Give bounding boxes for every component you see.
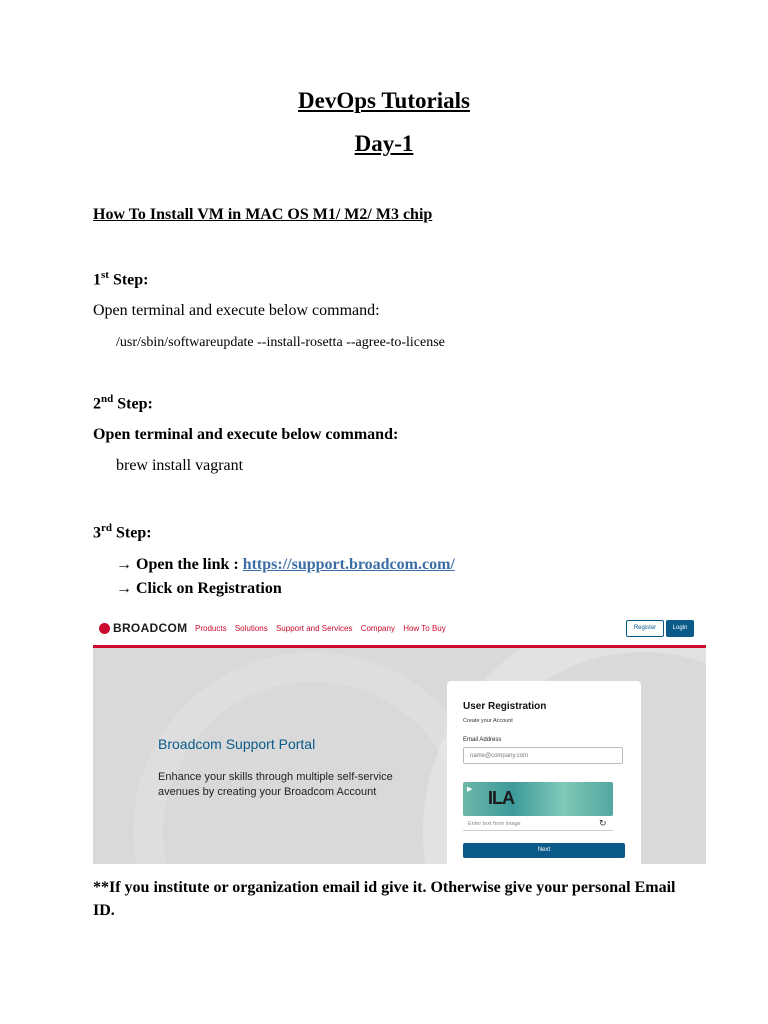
nav-item-solutions: Solutions [234, 624, 268, 633]
step3-number: 3 [93, 524, 101, 542]
step3-heading [93, 522, 152, 542]
step3-label: Step: [112, 524, 152, 542]
step2-label: Step: [113, 395, 153, 413]
captcha-text: ILA [488, 788, 514, 808]
click-registration-label: Click on Registration [136, 580, 282, 597]
step3-bullet-registration [116, 580, 282, 598]
step2-number: 2 [93, 395, 101, 413]
nav-item-support: Support and Services [275, 624, 353, 633]
document-subtitle: Day-1 [354, 131, 414, 156]
step2-command: brew install vagrant [116, 457, 244, 474]
registration-card [447, 681, 641, 864]
step3-bullet-link [116, 556, 455, 574]
step1-suffix: st [101, 269, 109, 281]
broadcom-support-link[interactable]: https://support.broadcom.com/ [242, 556, 455, 573]
register-button: Register [626, 620, 664, 637]
step3-suffix: rd [101, 522, 112, 534]
portal-title: Broadcom Support Portal [158, 736, 316, 752]
open-link-label: Open the link : [136, 556, 243, 573]
step1-command: /usr/sbin/softwareupdate --install-rosetta --agree-to-license [116, 335, 445, 350]
broadcom-logo-icon [99, 623, 110, 634]
step2-suffix: nd [101, 393, 114, 405]
portal-description: Enhance your skills through multiple self-service avenues by creating your Broadcom Account [158, 771, 393, 798]
nav-item-products: Products [195, 624, 227, 633]
screenshot-navbar [93, 612, 706, 648]
registration-title: User Registration [463, 701, 547, 712]
step1-label: Step: [108, 271, 149, 289]
next-button: Next [463, 843, 625, 858]
nav-item-how-to-buy: How To Buy [403, 624, 446, 633]
step1-heading [93, 269, 149, 289]
screenshot-nav-links [195, 624, 452, 633]
step2-text: Open terminal and execute below command: [93, 426, 399, 443]
email-label: Email Address [463, 737, 502, 743]
broadcom-screenshot [93, 612, 706, 864]
nav-item-company: Company [360, 624, 395, 633]
login-button: Login [666, 620, 694, 637]
broadcom-logo-text: BROADCOM [113, 621, 188, 635]
email-note: **If you institute or organization email id give it. Otherwise give your personal Email ID. [93, 879, 676, 919]
arrow-icon: → [116, 556, 132, 573]
step2-heading [93, 393, 153, 413]
step1-text: Open terminal and execute below command: [93, 302, 380, 319]
background-decoration [133, 652, 493, 864]
step1-number: 1 [93, 271, 101, 289]
email-field: name@company.com [463, 747, 623, 764]
captcha-field: Enter text from image [463, 818, 613, 831]
refresh-icon: ↻ [599, 818, 607, 828]
captcha-image [463, 782, 613, 816]
registration-subtitle: Create your Account [463, 718, 513, 724]
speaker-icon: ▶ [467, 786, 473, 793]
document-title: DevOps Tutorials [298, 88, 470, 113]
arrow-icon: → [116, 580, 132, 597]
section-heading: How To Install VM in MAC OS M1/ M2/ M3 chip [93, 206, 433, 223]
